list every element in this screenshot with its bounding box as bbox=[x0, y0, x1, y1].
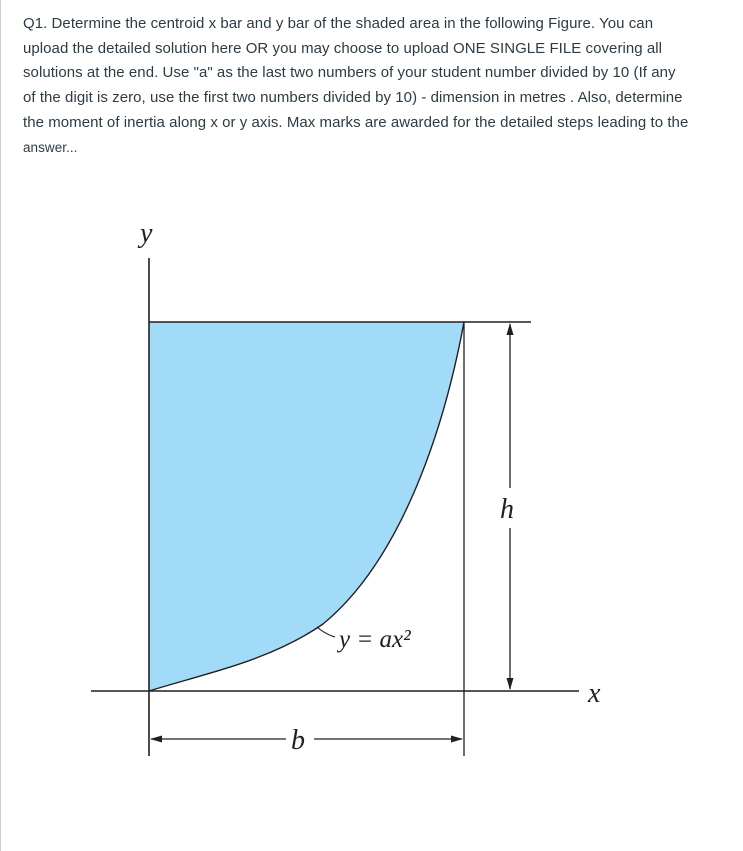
question-line-6: answer... bbox=[23, 139, 78, 155]
question-line-3: solutions at the end. Use "a" as the last two numbers of your student number divided by 10 (If any bbox=[23, 64, 676, 82]
width-label: b bbox=[291, 725, 305, 756]
shaded-area bbox=[149, 322, 464, 691]
y-axis-label: y bbox=[140, 218, 153, 249]
curve-equation-label: y = ax² bbox=[339, 626, 411, 653]
question-line-4: of the digit is zero, use the first two numbers divided by 10) - dimension in metres . Also, determine bbox=[23, 89, 683, 107]
height-arrow-top bbox=[507, 323, 514, 335]
width-arrow-left bbox=[150, 736, 162, 743]
centroid-figure bbox=[1, 0, 743, 851]
question-line-5: the moment of inertia along x or y axis. Max marks are awarded for the detailed steps leading to the bbox=[23, 113, 689, 131]
curve-label-leader bbox=[317, 627, 335, 637]
question-line-2: upload the detailed solution here OR you may choose to upload ONE SINGLE FILE covering all bbox=[23, 39, 663, 57]
height-label: h bbox=[500, 494, 514, 525]
question-line-1: Q1. Determine the centroid x bar and y bar of the shaded area in the following Figure. You can bbox=[23, 15, 654, 32]
width-arrow-right bbox=[451, 736, 463, 743]
x-axis-label: x bbox=[588, 678, 601, 709]
height-arrow-bottom bbox=[507, 678, 514, 690]
